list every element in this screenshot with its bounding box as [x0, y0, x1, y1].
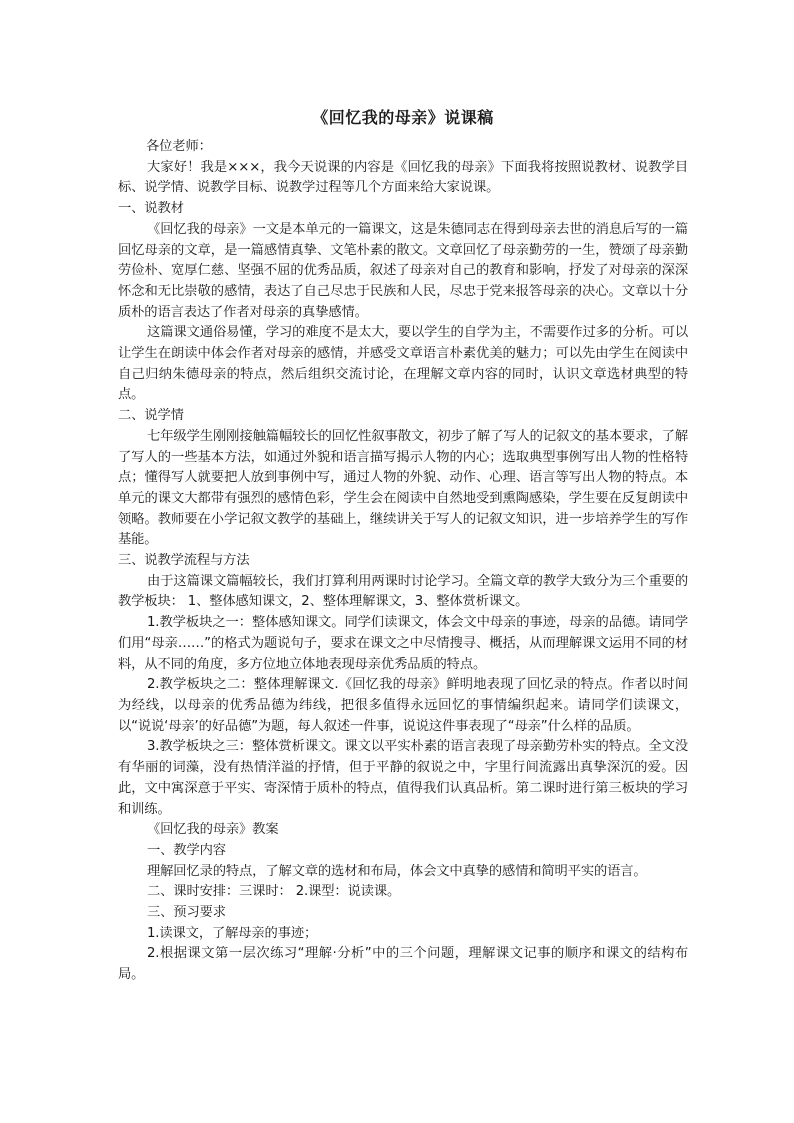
- lesson-plan-line: 二、课时安排：三课时： 2.课型：说读课。: [147, 884, 401, 900]
- section-heading-textbook: 一、说教材: [118, 201, 184, 217]
- salutation: 各位老师：: [146, 139, 212, 154]
- lesson-plan-title: 《回忆我的母亲》教案: [147, 822, 279, 838]
- document-title: 《回忆我的母亲》说课稿: [312, 108, 494, 127]
- lesson-plan-line: 三、预习要求: [147, 905, 226, 921]
- paragraph: 由于这篇课文篇幅较长，我们打算利用两课时讨论学习。全篇文章的教学大致分为三个重要的教学板块： 1、整体感知课文，2、整体理解课文，3、整体赏析课文。: [118, 573, 688, 610]
- paragraph: 这篇课文通俗易懂，学习的难度不是太大，要以学生的自学为主，不需要作过多的分析。可以让学生在朗读中体会作者对母亲的感情，并感受文章语言朴素优美的魅力；可以先由学生在阅读中自己归纳朱德母亲的特点，然后组织交流讨论，在理解文章内容的同时，认识文章选材典型的特点。: [118, 325, 688, 403]
- paragraph: 2.教学板块之二：整体理解课文.《回忆我的母亲》鲜明地表现了回忆录的特点。作者以时间为经线，以母亲的优秀品德为纬线，把很多值得永远回忆的事情编织起来。请同学们读课文，以“说说‘母亲’的好品德”为题，每人叙述一件事，说说这件事表现了“母亲”什么样的品质。: [118, 677, 688, 734]
- intro-paragraph: 大家好！我是×××，我今天说课的内容是《回忆我的母亲》下面我将按照说教材、说教学目标、说学情、说教学目标、说教学过程等几个方面来给大家说课。: [118, 159, 688, 196]
- lesson-plan-line: 理解回忆录的特点，了解文章的选材和布局，体会文中真挚的感情和简明平实的语言。: [147, 863, 647, 879]
- lesson-plan-line: 一、教学内容: [147, 842, 226, 858]
- section-heading-student-situation: 二、说学情: [118, 408, 184, 424]
- paragraph: 3.教学板块之三：整体赏析课文。课文以平实朴素的语言表现了母亲勤劳朴实的特点。全文没有华丽的词藻，没有热情洋溢的抒情，但于平静的叙说之中，字里行间流露出真挚深沉的爱。因此，文中寓深意于平实、寄深情于质朴的特点，值得我们认真品析。第二课时进行第三板块的学习和训练。: [118, 739, 688, 817]
- paragraph: 《回忆我的母亲》一文是本单元的一篇课文，这是朱德同志在得到母亲去世的消息后写的一篇回忆母亲的文章，是一篇感情真挚、文笔朴素的散文。文章回忆了母亲勤劳的一生，赞颂了母亲勤劳俭朴、宽厚仁慈、坚强不屈的优秀品质，叙述了母亲对自己的教育和影响，抒发了对母亲的深深怀念和无比崇敬的感情，表达了自己尽忠于民族和人民，尽忠于党来报答母亲的决心。文章以十分质朴的语言表达了作者对母亲的真挚感情。: [118, 221, 688, 320]
- lesson-plan-line: 1.读课文，了解母亲的事迹；: [147, 925, 318, 941]
- paragraph: 七年级学生刚刚接触篇幅较长的回忆性叙事散文，初步了解了写人的记叙文的基本要求，了解了写人的一些基本方法，如通过外貌和语言描写揭示人物的内心；选取典型事例写出人物的性格特点；懂得写人就要把人放到事例中写，通过人物的外貌、动作、心理、语言等写出人物的特点。本单元的课文大都带有强烈的感情色彩，学生会在阅读中自然地受到熏陶感染，学生要在反复朗读中领略。教师要在小学记叙文教学的基础上，继续讲关于写人的记叙文知识，进一步培养学生的写作基能。: [118, 428, 688, 548]
- paragraph: 1.教学板块之一：整体感知课文。同学们读课文，体会文中母亲的事迹，母亲的品德。请同学们用“母亲……”的格式为题说句子，要求在课文之中尽情搜寻、概括，从而理解课文运用不同的材料，从不同的角度，多方位地立体地表现母亲优秀品质的特点。: [118, 615, 688, 672]
- lesson-plan-line: 2.根据课文第一层次练习“理解·分析”中的三个问题，理解课文记事的顺序和课文的结构布局。: [118, 946, 688, 983]
- document-body: [118, 107, 688, 986]
- section-heading-teaching-process: 三、说教学流程与方法: [118, 553, 250, 569]
